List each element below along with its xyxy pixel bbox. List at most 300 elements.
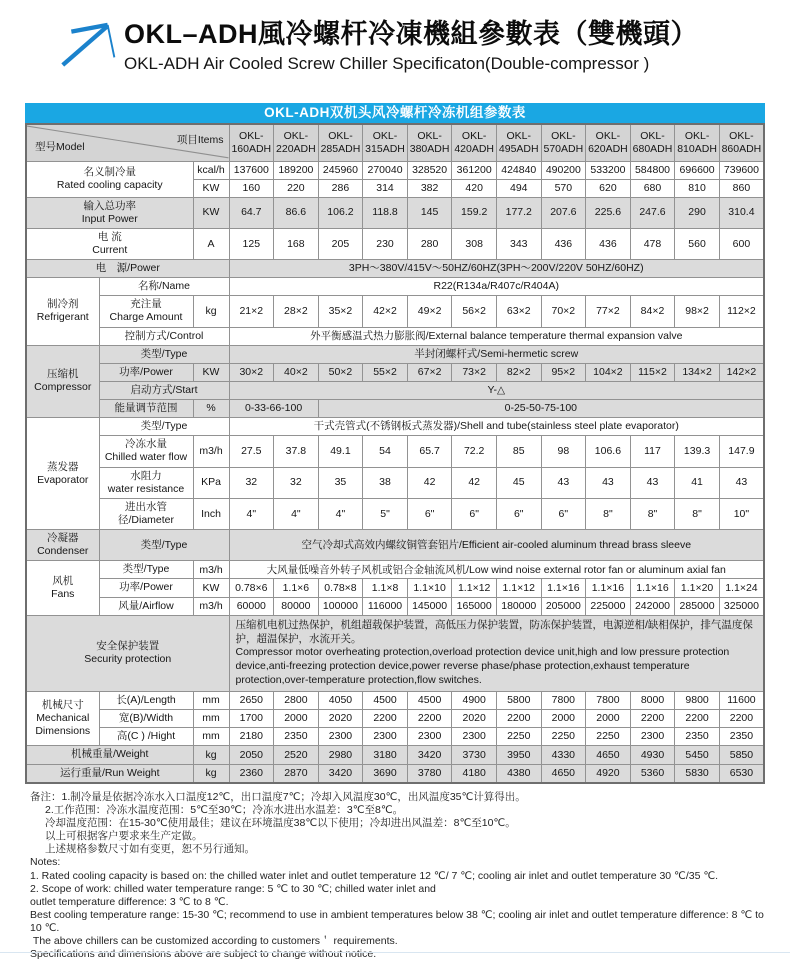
value-cell: 4900: [452, 692, 497, 710]
value-cell: 247.6: [630, 197, 675, 228]
value-cell: 343: [496, 228, 541, 259]
label-zh: 电 流: [97, 230, 122, 243]
value-cell: 32: [229, 467, 274, 498]
value-cell: 220: [274, 179, 319, 197]
label-en: 495ADH: [498, 143, 539, 155]
model-header: [274, 124, 319, 162]
section-label: [26, 345, 99, 418]
value-cell: 43: [630, 467, 675, 498]
label-zh: 充注量: [130, 298, 162, 311]
value-cell: 160: [229, 179, 274, 197]
value-cell: 3950: [496, 746, 541, 764]
value-cell: 205000: [541, 597, 586, 615]
value-span: Y-△: [229, 381, 764, 399]
label-zh: 类型/Type: [122, 563, 170, 576]
unit-cell: m3/h: [193, 597, 229, 615]
value-cell: 620: [586, 179, 631, 197]
row-label: [99, 381, 229, 399]
unit-cell: Inch: [193, 498, 229, 529]
row-label: [99, 692, 193, 710]
value-cell: 189200: [274, 162, 319, 180]
label-zh: OKL-: [417, 129, 442, 142]
label-en: Rated cooling capacity: [56, 179, 163, 192]
value-cell: 494: [496, 179, 541, 197]
section-label: [26, 692, 99, 746]
table-row: [26, 498, 764, 529]
label-zh: 安全保护装置: [96, 640, 160, 653]
table-row: [26, 746, 764, 764]
value-cell: 82×2: [496, 363, 541, 381]
row-label: [99, 597, 193, 615]
label-zh: OKL-: [328, 129, 353, 142]
value-cell: 49×2: [407, 296, 452, 327]
row-label: [26, 162, 193, 198]
footer-divider: [0, 952, 790, 953]
table-row: [26, 597, 764, 615]
value-cell: 104×2: [586, 363, 631, 381]
value-cell: 739600: [719, 162, 764, 180]
value-cell: 1.1×16: [586, 579, 631, 597]
value-cell: 142×2: [719, 363, 764, 381]
table-title-banner: OKL-ADH双机头风冷螺杆冷冻机组参数表: [25, 103, 765, 123]
label-en: Fans: [51, 588, 75, 601]
label-zh: 功率/Power: [119, 581, 173, 594]
value-cell: 225000: [586, 597, 631, 615]
value-cell: 50×2: [318, 363, 363, 381]
model-header: [363, 124, 408, 162]
value-cell: 436: [586, 228, 631, 259]
row-label: [26, 746, 193, 764]
label-zh: 运行重量/Run Weight: [59, 766, 160, 779]
unit-cell: A: [193, 228, 229, 259]
section-label: [26, 530, 99, 561]
label-zh: OKL-: [283, 129, 309, 142]
unit-cell: m3/h: [193, 436, 229, 467]
unit-cell: m3/h: [193, 561, 229, 579]
row-label: [26, 228, 193, 259]
value-cell: 98: [541, 436, 586, 467]
value-cell: 2300: [363, 728, 408, 746]
row-label: [26, 197, 193, 228]
label-zh: OKL-: [239, 129, 264, 142]
value-span: 空气冷却式高效内螺纹铜管套铝片/Efficient air-cooled aluminum thread brass sleeve: [229, 530, 764, 561]
label-zh: OKL-: [595, 129, 621, 142]
value-cell: 436: [541, 228, 586, 259]
label-en: Refrigerant: [36, 311, 89, 324]
note-line-en: 2. Scope of work: chilled water temperature range: 5 ℃ to 30 ℃; chilled water inlet and: [30, 882, 436, 895]
table-row: [26, 228, 764, 259]
label-zh: OKL-: [372, 129, 398, 142]
value-cell: 7800: [586, 692, 631, 710]
value-cell: 2020: [452, 710, 497, 728]
note-line-en: Specifications and dimensions above are subject to change without notice.: [30, 948, 377, 961]
value-cell: 600: [719, 228, 764, 259]
note-line-en: 1. Rated cooling capacity is based on: the chilled water inlet and outlet temperature 12 ℃/ 7 ℃; cooling air inlet and outlet temperature 30 ℃/35 ℃.: [30, 869, 719, 882]
value-span: 干式壳管式(不锈钢板式蒸发器)/Shell and tube(stainless steel plate evaporator): [229, 418, 764, 436]
label-zh: 类型/Type: [140, 347, 188, 360]
label-en: 420ADH: [454, 143, 495, 155]
value-cell: 2800: [274, 692, 319, 710]
label-zh: 蒸发器: [47, 460, 79, 473]
row-label: [99, 400, 193, 418]
table-row: [26, 615, 764, 691]
model-header: [407, 124, 452, 162]
label-zh: OKL-: [684, 129, 710, 142]
value-cell: 8": [675, 498, 720, 529]
value-cell: 2250: [541, 728, 586, 746]
note-line-zh: 以上可根据客户要求来生产定做。: [45, 830, 203, 843]
table-row: [26, 162, 764, 180]
value-cell: 2250: [586, 728, 631, 746]
value-cell: 2250: [496, 728, 541, 746]
value-cell: 56×2: [452, 296, 497, 327]
unit-cell: %: [193, 400, 229, 418]
note-line-en: outlet temperature difference: 3 ℃ to 8 ℃.: [30, 895, 229, 908]
value-span: 大风量低噪音外转子风机或铝合金轴流风机/Low wind noise external rotor fan or aluminum axial fan: [229, 561, 764, 579]
value-cell: 8": [586, 498, 631, 529]
value-cell: 5450: [675, 746, 720, 764]
table-row: [26, 436, 764, 467]
label-zh: OKL-: [461, 129, 487, 142]
value-cell: 245960: [318, 162, 363, 180]
unit-cell: KPa: [193, 467, 229, 498]
value-cell: 420: [452, 179, 497, 197]
value-cell: 7800: [541, 692, 586, 710]
logo-arrow-icon: [36, 10, 122, 78]
value-cell: 0.78×6: [229, 579, 274, 597]
label-zh: 类型/Type: [140, 538, 188, 551]
model-header: [229, 124, 274, 162]
value-cell: 106.2: [318, 197, 363, 228]
value-cell: 2200: [630, 710, 675, 728]
row-label: [26, 615, 229, 691]
value-cell: 145000: [407, 597, 452, 615]
unit-cell: kg: [193, 764, 229, 783]
value-cell: 2200: [675, 710, 720, 728]
value-cell: 280: [407, 228, 452, 259]
value-cell: 5850: [719, 746, 764, 764]
label-en: 860ADH: [721, 143, 762, 155]
value-cell: 4920: [586, 764, 631, 783]
label-en: 620ADH: [588, 143, 628, 155]
row-label: [99, 579, 193, 597]
value-cell: 72.2: [452, 436, 497, 467]
model-axis-label: 型号Model: [35, 141, 85, 154]
value-cell: 43: [719, 467, 764, 498]
value-span: 0-25-50-75-100: [318, 400, 764, 418]
note-line-zh: 2.工作范围：冷冻水温度范围：5℃至30℃；冷冻水进出水温差：3℃至8℃。: [45, 804, 404, 817]
value-cell: 328520: [407, 162, 452, 180]
value-cell: 2300: [407, 728, 452, 746]
value-span: 外平衡感温式热力膨胀阀/External balance temperature thermal expansion valve: [229, 327, 764, 345]
value-cell: 270040: [363, 162, 408, 180]
label-zh: 高(C ) /Hight: [116, 730, 176, 743]
unit-cell: mm: [193, 692, 229, 710]
table-row: [26, 400, 764, 418]
value-cell: 2050: [229, 746, 274, 764]
label-en: 680ADH: [632, 143, 673, 155]
value-cell: 308: [452, 228, 497, 259]
items-axis-label: 项目Items: [176, 134, 224, 146]
value-cell: 230: [363, 228, 408, 259]
value-cell: 2520: [274, 746, 319, 764]
value-cell: 1.1×24: [719, 579, 764, 597]
label-zh: 控制方式/Control: [124, 329, 204, 342]
label-zh: 电 源/Power: [95, 262, 160, 275]
label-zh: 风量/Airflow: [118, 599, 174, 612]
table-row: [26, 728, 764, 746]
table-row: [26, 692, 764, 710]
value-cell: 2300: [318, 728, 363, 746]
label-zh: 压缩机: [47, 368, 79, 381]
model-header: [675, 124, 720, 162]
label-zh: OKL-: [729, 129, 754, 142]
value-cell: 35×2: [318, 296, 363, 327]
value-cell: 35: [318, 467, 363, 498]
model-header: [496, 124, 541, 162]
value-cell: 1.1×16: [630, 579, 675, 597]
label-en: Chilled water flow: [104, 451, 188, 464]
value-cell: 4330: [541, 746, 586, 764]
model-header: [541, 124, 586, 162]
value-cell: 4050: [318, 692, 363, 710]
note-line-zh: 上述规格参数尺寸如有变更，恕不另行通知。: [45, 843, 255, 856]
value-cell: 41: [675, 467, 720, 498]
value-cell: 2200: [496, 710, 541, 728]
value-cell: 5": [363, 498, 408, 529]
value-cell: 32: [274, 467, 319, 498]
unit-cell: kg: [193, 746, 229, 764]
value-cell: 125: [229, 228, 274, 259]
table-row: [26, 467, 764, 498]
value-cell: 28×2: [274, 296, 319, 327]
value-cell: 134×2: [675, 363, 720, 381]
note-line-en: The above chillers can be customized according to customers＇ requirements.: [30, 935, 398, 948]
value-cell: 98×2: [675, 296, 720, 327]
value-cell: 6": [407, 498, 452, 529]
value-cell: 570: [541, 179, 586, 197]
table-row: [26, 381, 764, 399]
label-en: Compressor: [34, 381, 92, 394]
label-zh: 类型/Type: [140, 420, 188, 433]
value-cell: 49.1: [318, 436, 363, 467]
value-cell: 2360: [229, 764, 274, 783]
value-span: 3PH～380V/415V～50HZ/60HZ(3PH～200V/220V 50HZ/60HZ): [229, 260, 764, 278]
value-cell: 112×2: [719, 296, 764, 327]
value-cell: 2000: [586, 710, 631, 728]
label-zh: 输入总功率: [83, 199, 136, 212]
value-cell: 310.4: [719, 197, 764, 228]
value-cell: 2350: [274, 728, 319, 746]
value-cell: 73×2: [452, 363, 497, 381]
value-cell: 4180: [452, 764, 497, 783]
security-text-zh: 压缩机电机过热保护，机组超载保护装置，高低压力保护装置，防冻保护装置，电源逆相/缺相保护，排气温度保护，超温保护，水流开关。: [235, 618, 753, 645]
value-cell: 3420: [318, 764, 363, 783]
note-line-zh: 备注：1.制冷量是依据冷冻水入口温度12℃，出口温度7℃；冷却入风温度30℃，出风温度35℃计算得出。: [30, 791, 526, 803]
value-cell: 205: [318, 228, 363, 259]
value-cell: 8": [630, 498, 675, 529]
value-cell: 490200: [541, 162, 586, 180]
value-cell: 1.1×20: [675, 579, 720, 597]
section-label: [26, 278, 99, 346]
label-zh: OKL-: [551, 129, 576, 142]
table-row: [26, 296, 764, 327]
label-en: Condenser: [37, 545, 89, 558]
label-zh: 制冷剂: [47, 298, 79, 311]
section-label: [26, 418, 99, 530]
value-cell: 55×2: [363, 363, 408, 381]
value-cell: 21×2: [229, 296, 274, 327]
value-cell: 65.7: [407, 436, 452, 467]
model-header: [318, 124, 363, 162]
label-en: 220ADH: [276, 143, 316, 155]
security-text-en: Compressor motor overheating protection,overload protection device unit,high and low pressure protection device,anti-freezing protection device,power reverse phase/phase protection,exhaust temperature protection,over-temperature protection,flow switches.: [235, 646, 730, 687]
table-row: [26, 530, 764, 561]
row-label: [99, 436, 193, 467]
value-cell: 77×2: [586, 296, 631, 327]
unit-cell: mm: [193, 728, 229, 746]
value-cell: 177.2: [496, 197, 541, 228]
value-cell: 64.7: [229, 197, 274, 228]
value-cell: 584800: [630, 162, 675, 180]
value-cell: 382: [407, 179, 452, 197]
value-cell: 325000: [719, 597, 764, 615]
value-cell: 0.78×8: [318, 579, 363, 597]
value-cell: 2200: [407, 710, 452, 728]
value-cell: 5800: [496, 692, 541, 710]
label-zh: 启动方式/Start: [130, 383, 198, 396]
note-line-zh: 冷却温度范围：在15-30℃使用最佳；建议在环境温度38℃以下使用；冷却进出风温差：8℃至10℃。: [45, 817, 516, 830]
value-cell: 6": [541, 498, 586, 529]
value-cell: 106.6: [586, 436, 631, 467]
row-label: [99, 345, 229, 363]
value-cell: 30×2: [229, 363, 274, 381]
value-cell: 810: [675, 179, 720, 197]
value-cell: 1700: [229, 710, 274, 728]
value-cell: 1.1×12: [452, 579, 497, 597]
label-zh: OKL-: [640, 129, 665, 142]
label-en: 285ADH: [320, 143, 361, 155]
title-block: [36, 6, 698, 100]
row-label: [99, 296, 193, 327]
value-cell: 533200: [586, 162, 631, 180]
value-cell: 42: [452, 467, 497, 498]
value-cell: 680: [630, 179, 675, 197]
value-cell: 45: [496, 467, 541, 498]
spec-table: [25, 123, 765, 784]
value-cell: 6530: [719, 764, 764, 783]
label-zh: 宽(B)/Width: [118, 712, 174, 725]
value-cell: 1.1×12: [496, 579, 541, 597]
label-en: 160ADH: [231, 143, 272, 155]
unit-cell: KW: [193, 579, 229, 597]
value-cell: 2350: [675, 728, 720, 746]
table-row: [26, 579, 764, 597]
value-cell: 145: [407, 197, 452, 228]
value-cell: 361200: [452, 162, 497, 180]
value-cell: 63×2: [496, 296, 541, 327]
value-cell: 1.1×6: [274, 579, 319, 597]
value-cell: 115×2: [630, 363, 675, 381]
note-line-en: Best cooling temperature range: 15-30 ℃; recommend to use in ambient temperatures below 38 ℃; cooling air inlet and outlet temperature difference: 8 ℃ to 10 ℃.: [30, 908, 767, 934]
row-label: [26, 764, 193, 783]
label-zh: 机械尺寸: [41, 699, 84, 712]
value-cell: 207.6: [541, 197, 586, 228]
label-en: water resistance: [107, 482, 185, 495]
value-cell: 4": [318, 498, 363, 529]
label-zh: 名称/Name: [138, 280, 190, 293]
value-cell: 1.1×16: [541, 579, 586, 597]
value-cell: 2020: [318, 710, 363, 728]
value-cell: 286: [318, 179, 363, 197]
unit-cell: KW: [193, 179, 229, 197]
unit-cell: mm: [193, 710, 229, 728]
value-cell: 42×2: [363, 296, 408, 327]
table-row: [26, 260, 764, 278]
value-cell: 168: [274, 228, 319, 259]
value-cell: 424840: [496, 162, 541, 180]
unit-cell: KW: [193, 363, 229, 381]
page-title: OKL–ADH風冷螺杆冷凍機組參數表（雙機頭）: [124, 19, 699, 49]
value-cell: 43: [586, 467, 631, 498]
value-cell: 4380: [496, 764, 541, 783]
row-label: [99, 530, 229, 561]
value-cell: 86.6: [274, 197, 319, 228]
label-en: 810ADH: [677, 143, 717, 155]
table-row: [26, 197, 764, 228]
label-en: Input Power: [81, 212, 138, 225]
value-cell: 40×2: [274, 363, 319, 381]
table-row: [26, 418, 764, 436]
label-en: Evaporator: [37, 473, 89, 486]
value-cell: 117: [630, 436, 675, 467]
value-cell: 5360: [630, 764, 675, 783]
value-cell: 2200: [363, 710, 408, 728]
value-cell: 6": [496, 498, 541, 529]
model-items-header: [26, 124, 229, 162]
model-header: [452, 124, 497, 162]
label-zh: 功率/Power: [119, 365, 173, 378]
value-cell: 4500: [407, 692, 452, 710]
value-cell: 118.8: [363, 197, 408, 228]
value-cell: 70×2: [541, 296, 586, 327]
value-cell: 2200: [719, 710, 764, 728]
label-zh: 机械重量/Weight: [71, 748, 149, 761]
table-row: [26, 278, 764, 296]
value-cell: 2000: [274, 710, 319, 728]
row-label: [99, 418, 229, 436]
row-label: [99, 498, 193, 529]
row-label: [26, 260, 229, 278]
value-cell: 43: [541, 467, 586, 498]
value-cell: 4500: [363, 692, 408, 710]
value-cell: 1.1×8: [363, 579, 408, 597]
label-zh: 风机: [52, 574, 74, 587]
label-zh: 名义制冷量: [83, 166, 136, 179]
value-cell: 116000: [363, 597, 408, 615]
unit-cell: kg: [193, 296, 229, 327]
row-label: [99, 278, 229, 296]
value-cell: 2350: [719, 728, 764, 746]
value-cell: 1.1×10: [407, 579, 452, 597]
value-cell: 10": [719, 498, 764, 529]
page-subtitle: OKL-ADH Air Cooled Screw Chiller Specificaton(Double-compressor ): [124, 54, 650, 73]
label-en: Security protection: [84, 653, 172, 666]
value-cell: 137600: [229, 162, 274, 180]
label-zh: 能量调节范围: [114, 402, 178, 415]
row-label: [99, 363, 193, 381]
value-cell: 2000: [541, 710, 586, 728]
